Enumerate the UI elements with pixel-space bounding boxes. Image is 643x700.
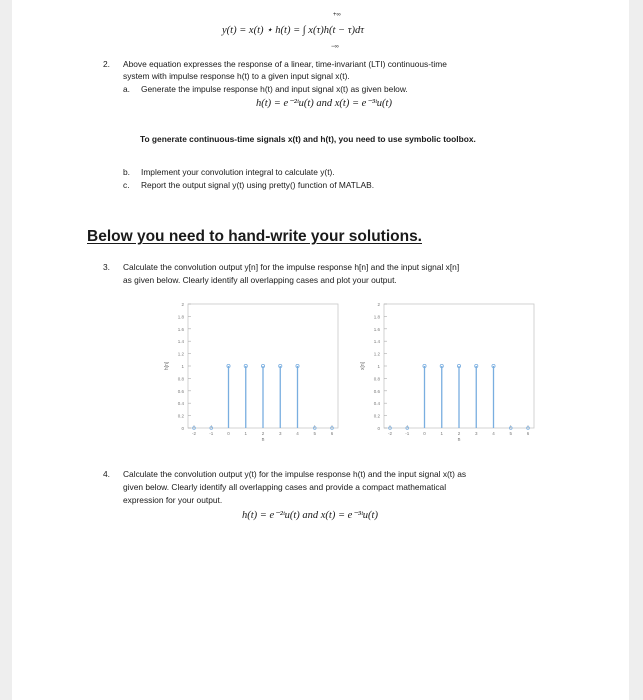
q3-line2: as given below. Clearly identify all overlapping cases and plot your output. xyxy=(123,275,397,285)
y-tick-label: 1.6 xyxy=(373,326,380,332)
q2b-label: b. xyxy=(123,167,130,177)
y-tick-label: 1.2 xyxy=(373,351,380,357)
q4-line3: expression for your output. xyxy=(123,495,223,505)
x-tick-label: 4 xyxy=(492,431,495,436)
x-tick-label: -1 xyxy=(405,431,410,436)
x-tick-label: 0 xyxy=(423,431,426,436)
x-tick-label: -2 xyxy=(191,431,197,436)
x-tick-label: 0 xyxy=(227,431,230,436)
y-tick-label: 1.2 xyxy=(177,351,184,357)
y-tick-label: 0.4 xyxy=(373,401,380,407)
convolution-integral-equation: y(t) = x(t) ⋆ h(t) = ∫ x(τ)h(t − τ)dτ xyxy=(222,25,364,36)
stem-plot-x xyxy=(356,298,536,442)
x-tick-label: 4 xyxy=(296,431,299,436)
y-tick-label: 0 xyxy=(377,426,380,431)
y-tick-label: 1.4 xyxy=(177,339,184,345)
q2-signals-equation: h(t) = e⁻²ᵗu(t) and x(t) = e⁻³ᵗu(t) xyxy=(256,98,392,109)
x-tick-label: 2 xyxy=(261,431,265,436)
y-tick-label: 1.8 xyxy=(177,314,184,320)
q3-number: 3. xyxy=(103,262,110,272)
section-heading: Below you need to hand-write your solutions. xyxy=(87,228,422,245)
x-tick-label: 3 xyxy=(278,431,282,436)
y-tick-label: 0 xyxy=(181,426,184,431)
x-tick-label: 5 xyxy=(313,431,317,436)
q4-number: 4. xyxy=(103,469,110,479)
q2a-text: Generate the impulse response h(t) and input signal x(t) as given below. xyxy=(141,84,408,94)
integral-lower-limit: −∞ xyxy=(331,44,339,50)
x-axis-label: n xyxy=(261,437,265,442)
stem-plot-h xyxy=(160,298,340,442)
x-tick-label: 5 xyxy=(509,431,513,436)
x-tick-label: 6 xyxy=(330,431,334,436)
x-tick-label: 3 xyxy=(474,431,478,436)
y-tick-label: 1 xyxy=(377,364,380,369)
y-tick-label: 0.8 xyxy=(177,376,184,382)
x-tick-label: 1 xyxy=(440,431,444,436)
q2c-text: Report the output signal y(t) using pretty() function of MATLAB. xyxy=(141,180,375,190)
y-tick-label: 0.6 xyxy=(373,388,380,394)
y-tick-label: 0.8 xyxy=(373,376,380,382)
q2a-label: a. xyxy=(123,84,130,94)
q2b-text: Implement your convolution integral to calculate y(t). xyxy=(141,167,335,177)
q4-signals-equation: h(t) = e⁻²ᵗu(t) and x(t) = e⁻³ᵗu(t) xyxy=(242,510,378,521)
q3-line1: Calculate the convolution output y[n] for the impulse response h[n] and the input signal x[n] xyxy=(123,262,460,272)
x-tick-label: 6 xyxy=(526,431,530,436)
y-tick-label: 1 xyxy=(181,364,184,369)
y-tick-label: 0.6 xyxy=(177,388,184,394)
x-tick-label: -1 xyxy=(209,431,214,436)
integral-upper-limit: +∞ xyxy=(333,12,341,18)
y-axis-label: x[n] xyxy=(360,361,366,371)
y-tick-label: 2 xyxy=(377,302,380,307)
q2c-label: c. xyxy=(123,180,130,190)
x-tick-label: -2 xyxy=(387,431,393,436)
document-page xyxy=(12,0,629,700)
y-tick-label: 0.2 xyxy=(373,413,380,419)
x-tick-label: 1 xyxy=(244,431,248,436)
y-tick-label: 1.6 xyxy=(177,326,184,332)
x-axis-label: n xyxy=(457,437,461,442)
x-tick-label: 2 xyxy=(457,431,461,436)
y-axis-label: h[n] xyxy=(164,361,170,371)
y-tick-label: 0.2 xyxy=(177,413,184,419)
q2-symbolic-note: To generate continuous-time signals x(t) and h(t), you need to use symbolic toolbox. xyxy=(140,134,476,144)
y-tick-label: 1.4 xyxy=(373,339,380,345)
q2-line2: system with impulse response h(t) to a given input signal x(t). xyxy=(123,71,350,81)
q4-line1: Calculate the convolution output y(t) for the impulse response h(t) and the input signal x(t) as xyxy=(123,469,467,479)
q2-line1: Above equation expresses the response of a linear, time-invariant (LTI) continuous-time xyxy=(123,59,447,69)
q2-number: 2. xyxy=(103,59,110,69)
y-tick-label: 0.4 xyxy=(177,401,184,407)
y-tick-label: 2 xyxy=(181,302,184,307)
q4-line2: given below. Clearly identify all overlapping cases and provide a compact mathematical xyxy=(123,482,447,492)
y-tick-label: 1.8 xyxy=(373,314,380,320)
